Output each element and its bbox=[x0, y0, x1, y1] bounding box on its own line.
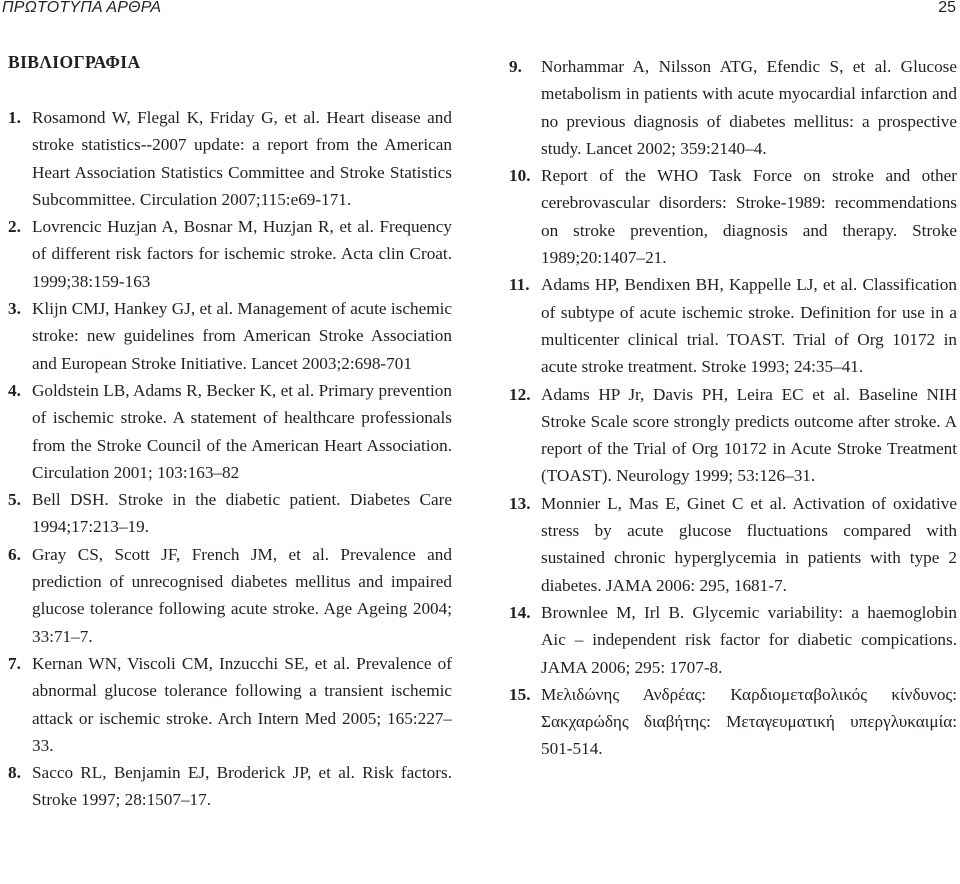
reference-item-9 bbox=[509, 53, 957, 162]
references-left-column bbox=[8, 104, 452, 814]
reference-text: Gray CS, Scott JF, French JM, et al. Prevalence and prediction of unrecognised diabetes mellitus and impaired glucose tolerance following acute stroke. Age Ageing 2004; 33:71–7. bbox=[32, 544, 452, 646]
section-title: ΒΙΒΛΙΟΓΡΑΦΙΑ bbox=[8, 52, 141, 72]
running-header-title: ΠΡΩΤΟΤΥΠΑ ΑΡΘΡΑ bbox=[2, 0, 162, 16]
reference-text: Bell DSH. Stroke in the diabetic patient. Diabetes Care 1994;17:213–19. bbox=[32, 490, 452, 537]
reference-item-2 bbox=[8, 213, 452, 295]
reference-item-5 bbox=[8, 486, 452, 541]
reference-item-1 bbox=[8, 104, 452, 213]
reference-item-15 bbox=[509, 681, 957, 763]
reference-item-6 bbox=[8, 541, 452, 650]
reference-number: 12. bbox=[509, 384, 531, 404]
reference-number: 6. bbox=[8, 544, 21, 564]
reference-item-8 bbox=[8, 759, 452, 814]
reference-item-14 bbox=[509, 599, 957, 681]
reference-number: 14. bbox=[509, 602, 531, 622]
reference-text: Sacco RL, Benjamin EJ, Broderick JP, et al. Risk factors. Stroke 1997; 28:1507–17. bbox=[32, 763, 452, 810]
reference-number: 2. bbox=[8, 217, 21, 237]
reference-number: 8. bbox=[8, 763, 21, 783]
reference-item-3 bbox=[8, 295, 452, 377]
page-number: 25 bbox=[938, 0, 956, 16]
reference-text: Brownlee M, Irl B. Glycemic variability: a haemoglobin Aic – independent risk factor for diabetic compications. JAMA 2006; 295: 1707-8. bbox=[541, 602, 957, 677]
reference-text: Adams HP Jr, Davis PH, Leira EC et al. Baseline NIH Stroke Scale score strongly predicts outcome after stroke. A report of the Trial of Org 10172 in Acute Stroke Treatment (TOAST). Neurology 1999; 53:126–31. bbox=[541, 384, 957, 486]
reference-item-11 bbox=[509, 271, 957, 380]
reference-number: 3. bbox=[8, 299, 21, 319]
reference-text: Lovrencic Huzjan A, Bosnar M, Huzjan R, et al. Frequency of different risk factors for ischemic stroke. Acta clin Croat. 1999;38:159-163 bbox=[32, 217, 452, 291]
reference-item-4 bbox=[8, 377, 452, 486]
reference-item-13 bbox=[509, 490, 957, 599]
reference-number: 7. bbox=[8, 653, 21, 673]
reference-number: 5. bbox=[8, 490, 21, 510]
reference-item-7 bbox=[8, 650, 452, 759]
reference-text: Rosamond W, Flegal K, Friday G, et al. Heart disease and stroke statistics--2007 update: a report from the American Heart Association Statistics Committee and Stroke Statistics Subcommittee. Circulation 2007;115:e69-171. bbox=[32, 108, 452, 209]
reference-text: Adams HP, Bendixen BH, Kappelle LJ, et al. Classification of subtype of acute ischemic stroke. Definition for use in a multicenter clinical trial. TOAST. Trial of Org 10172 in acute stroke treatment. Stroke 1993; 24:35–41. bbox=[541, 275, 957, 377]
reference-number: 4. bbox=[8, 380, 21, 400]
reference-item-12 bbox=[509, 381, 957, 490]
reference-text: Report of the WHO Task Force on stroke and other cerebrovascular disorders: Stroke-1989: recommendations on stroke prevention, diagnosis and therapy. Stroke 1989;20:1407–21. bbox=[541, 166, 957, 268]
reference-text: Μελιδώνης Ανδρέας: Καρδιομεταβολικός κίνδυνος: Σακχαρώδης διαβήτης: Μεταγευματική υπεργλυκαιμία: 501-514. bbox=[541, 684, 957, 759]
reference-number: 11. bbox=[509, 275, 530, 295]
reference-text: Klijn CMJ, Hankey GJ, et al. Management of acute ischemic stroke: new guidelines from American Stroke Association and European Stroke Initiative. Lancet 2003;2:698-701 bbox=[32, 299, 452, 373]
reference-text: Goldstein LB, Adams R, Becker K, et al. Primary prevention of ischemic stroke. A statement of healthcare professionals from the Stroke Council of the American Heart Association. Circulation 2001; 103:163–82 bbox=[32, 380, 452, 482]
page-header bbox=[0, 0, 960, 22]
reference-text: Norhammar A, Nilsson ATG, Efendic S, et al. Glucose metabolism in patients with acute myocardial infarction and no previous diagnosis of diabetes mellitus: a prospective study. Lancet 2002; 359:2140–4. bbox=[541, 57, 957, 158]
reference-item-10 bbox=[509, 162, 957, 271]
reference-number: 13. bbox=[509, 493, 531, 513]
references-right-column bbox=[509, 53, 957, 763]
reference-number: 1. bbox=[8, 108, 21, 127]
reference-number: 15. bbox=[509, 684, 531, 704]
reference-text: Monnier L, Mas E, Ginet C et al. Activation of oxidative stress by acute glucose fluctuations compared with sustained chronic hyperglycemia in patients with type 2 diabetes. JAMA 2006: 295, 1681-7. bbox=[541, 493, 957, 595]
reference-number: 10. bbox=[509, 166, 531, 186]
reference-text: Kernan WN, Viscoli CM, Inzucchi SE, et al. Prevalence of abnormal glucose tolerance following a transient ischemic attack or ischemic stroke. Arch Intern Med 2005; 165:227–33. bbox=[32, 653, 452, 755]
reference-number: 9. bbox=[509, 57, 522, 76]
